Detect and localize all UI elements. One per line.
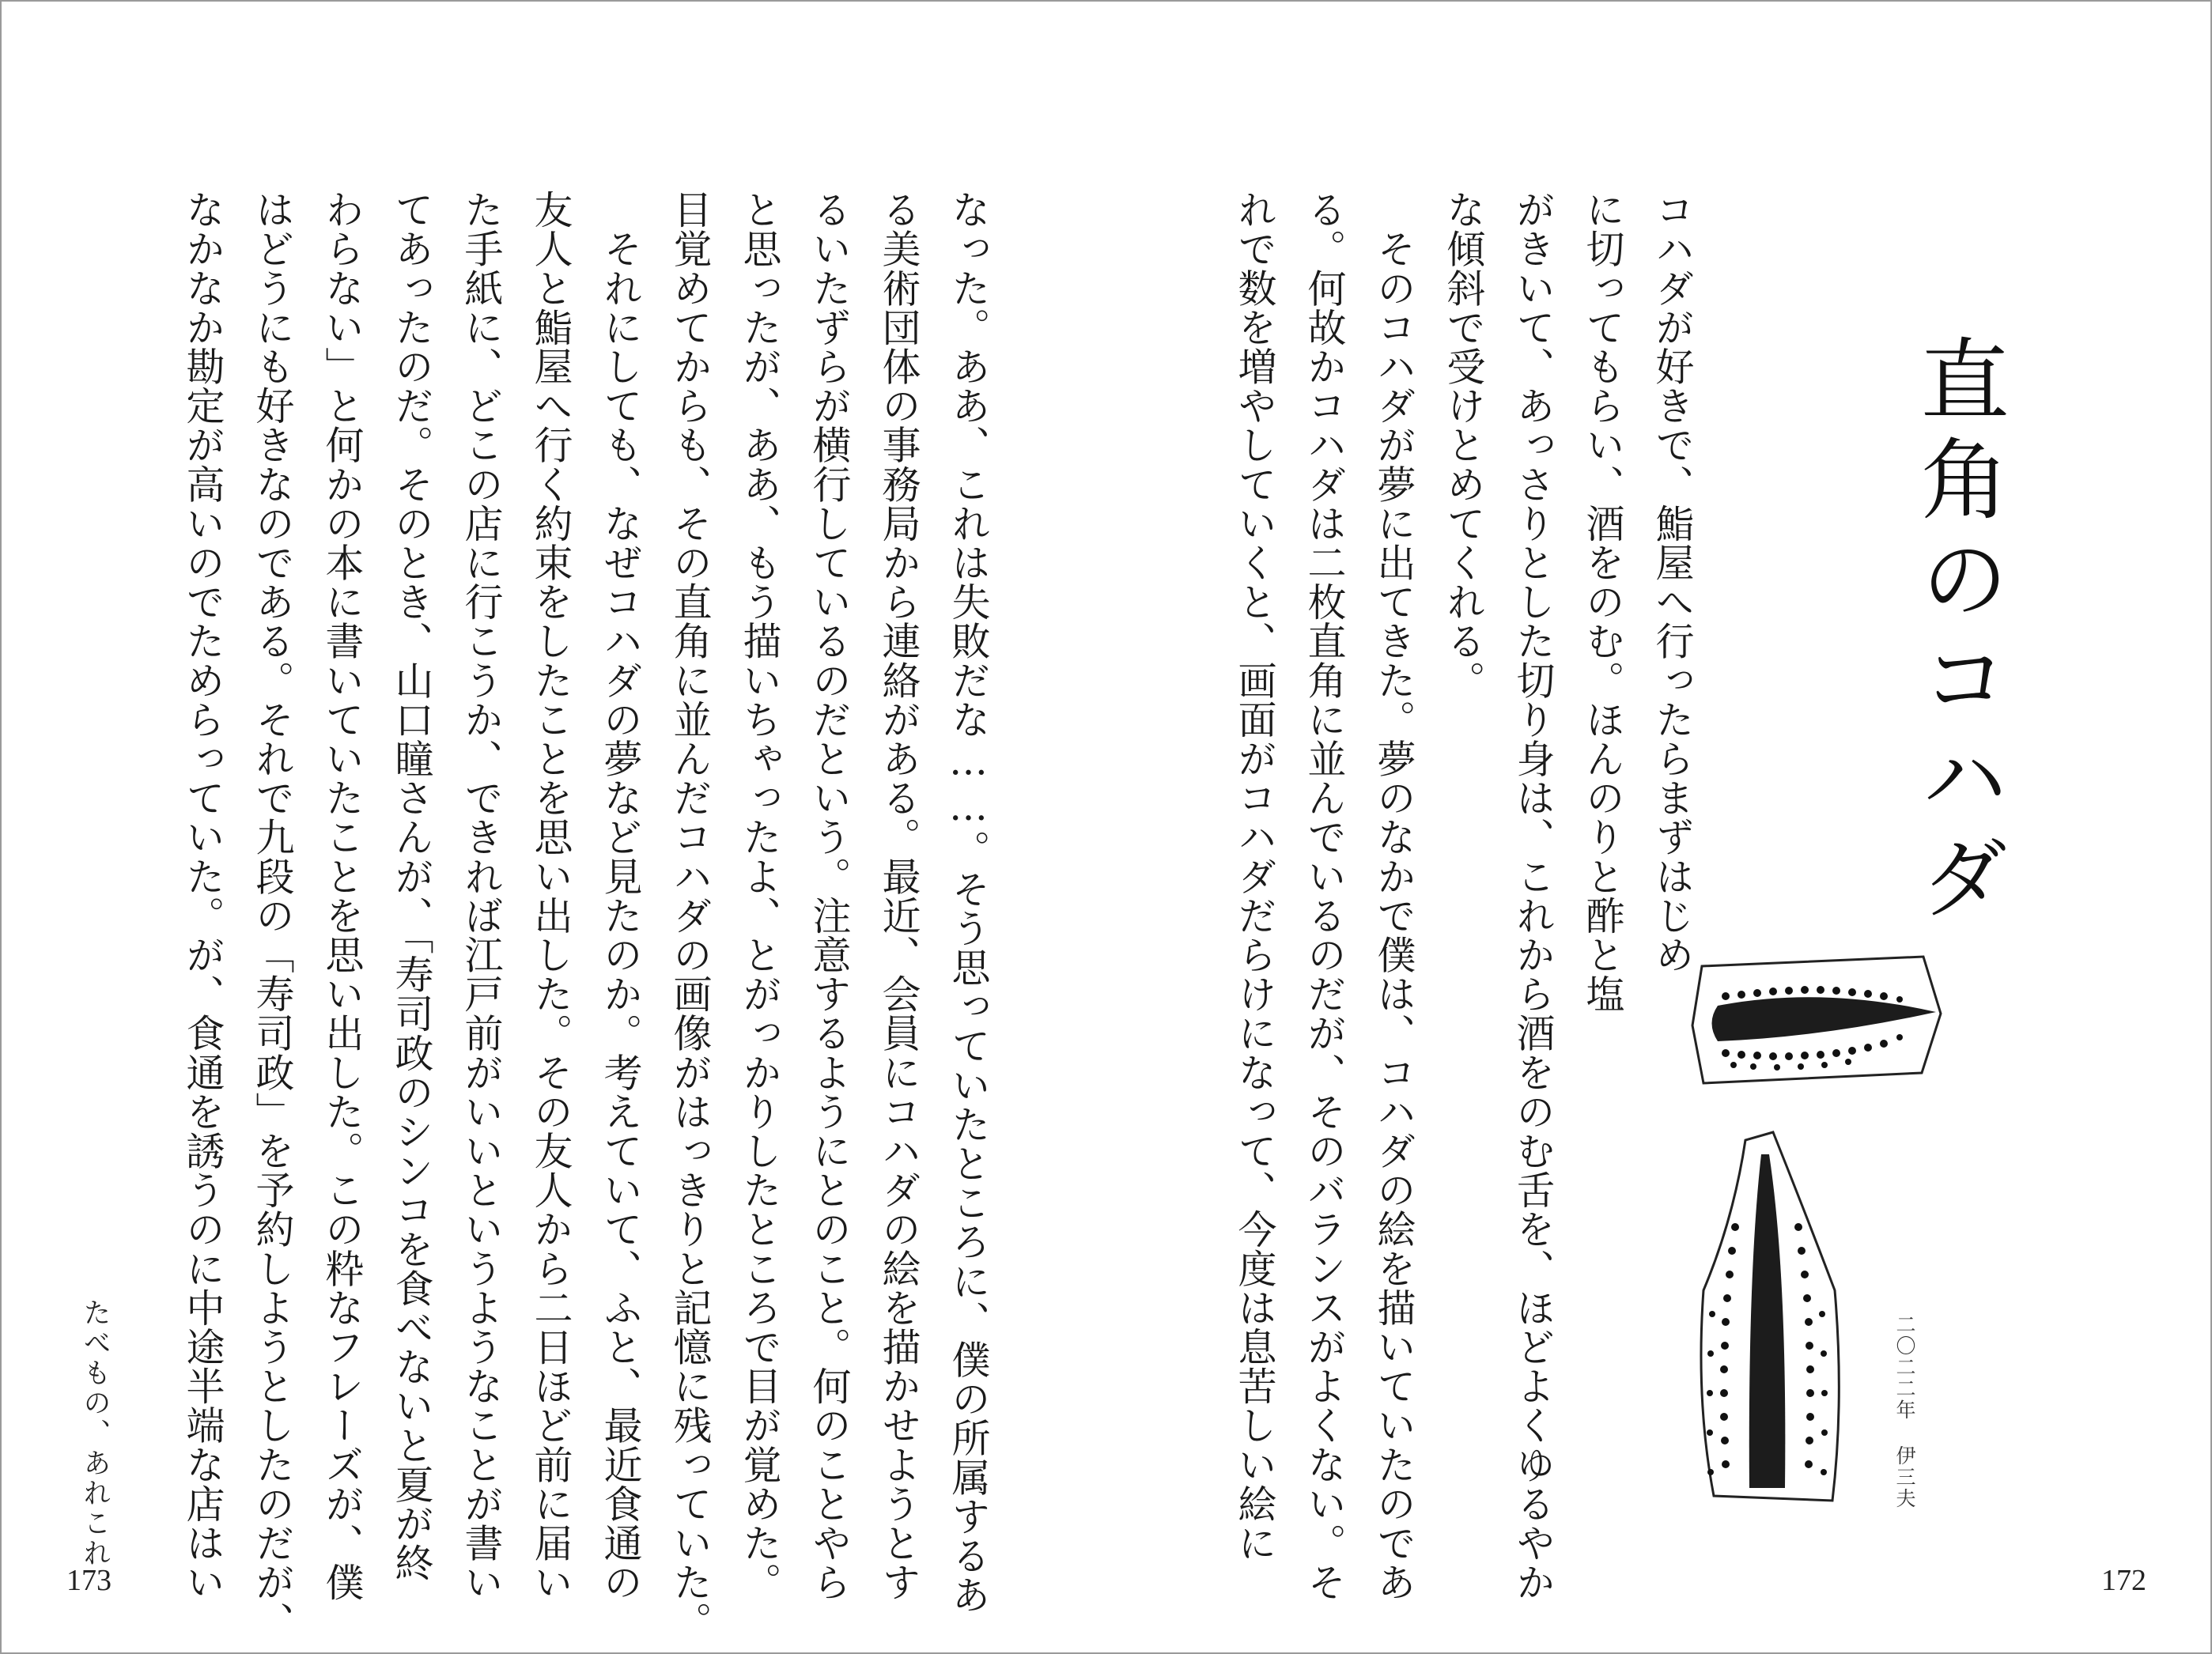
body-line: てあったのだ。そのとき、山口瞳さんが、「寿司政のシンコを食べないと夏が終 — [389, 190, 434, 1583]
body-line: それにしても、なぜコハダの夢など見たのか。考えていて、ふと、最近食通の — [598, 190, 643, 1602]
page-number-right: 172 — [2101, 1564, 2146, 1597]
body-line: はどうにも好きなのである。それで九段の「寿司政」を予約しようとしたのだが、 — [250, 190, 295, 1641]
body-line: れで数を増やしていくと、画面がコハダだらけになって、今度は息苦しい絵に — [1232, 190, 1277, 1562]
body-line: な傾斜で受けとめてくれる。 — [1441, 190, 1486, 700]
body-line: わらない」と何かの本に書いていたことを思い出した。この粋なフレーズが、僕 — [320, 190, 365, 1602]
horizontal-fillet-drawing — [1692, 957, 1941, 1083]
body-line: なかなか勘定が高いのでためらっていた。が、食通を誘うのに中途半端な店はい — [180, 190, 225, 1602]
body-line: る美術団体の事務局から連絡がある。最近、会員にコハダの絵を描かせようとす — [876, 190, 921, 1602]
illustration-caption: 二〇二二年 伊三夫 — [1893, 1314, 1916, 1509]
essay-title: 直角のコハダ — [1906, 334, 2009, 931]
body-line: た手紙に、どこの店に行こうか、できれば江戸前がいいというようなことが書い — [459, 190, 504, 1602]
body-line: コハダが好きで、鮨屋へ行ったらまずはじめ — [1650, 190, 1695, 974]
running-head: たべもの、あれこれ — [79, 1298, 111, 1569]
body-line: に切ってもらい、酒をのむ。ほんのりと酢と塩 — [1580, 190, 1625, 1014]
body-line: なった。ああ、これは失敗だな……。そう思っていたところに、僕の所属するあ — [946, 190, 991, 1614]
body-line: がきいて、あっさりとした切り身は、これから酒をのむ舌を、ほどよくゆるやか — [1511, 190, 1556, 1602]
body-line: る。何故かコハダは二枚直角に並んでいるのだが、そのバランスがよくない。そ — [1302, 190, 1347, 1602]
body-line: そのコハダが夢に出てきた。夢のなかで僕は、コハダの絵を描いていたのであ — [1371, 190, 1416, 1602]
page-number-left: 173 — [66, 1564, 112, 1597]
body-line: と思ったが、ああ、もう描いちゃったよ、とがっかりしたところで目が覚めた。 — [737, 190, 782, 1602]
body-line: 友人と鮨屋へ行く約束をしたことを思い出した。その友人から二日ほど前に届い — [528, 190, 573, 1602]
vertical-fillet-drawing — [1701, 1132, 1839, 1501]
body-line: 目覚めてからも、その直角に並んだコハダの画像がはっきりと記憶に残っていた。 — [667, 190, 713, 1641]
body-line: るいたずらが横行しているのだという。注意するようにとのこと。何のことやら — [807, 190, 852, 1602]
